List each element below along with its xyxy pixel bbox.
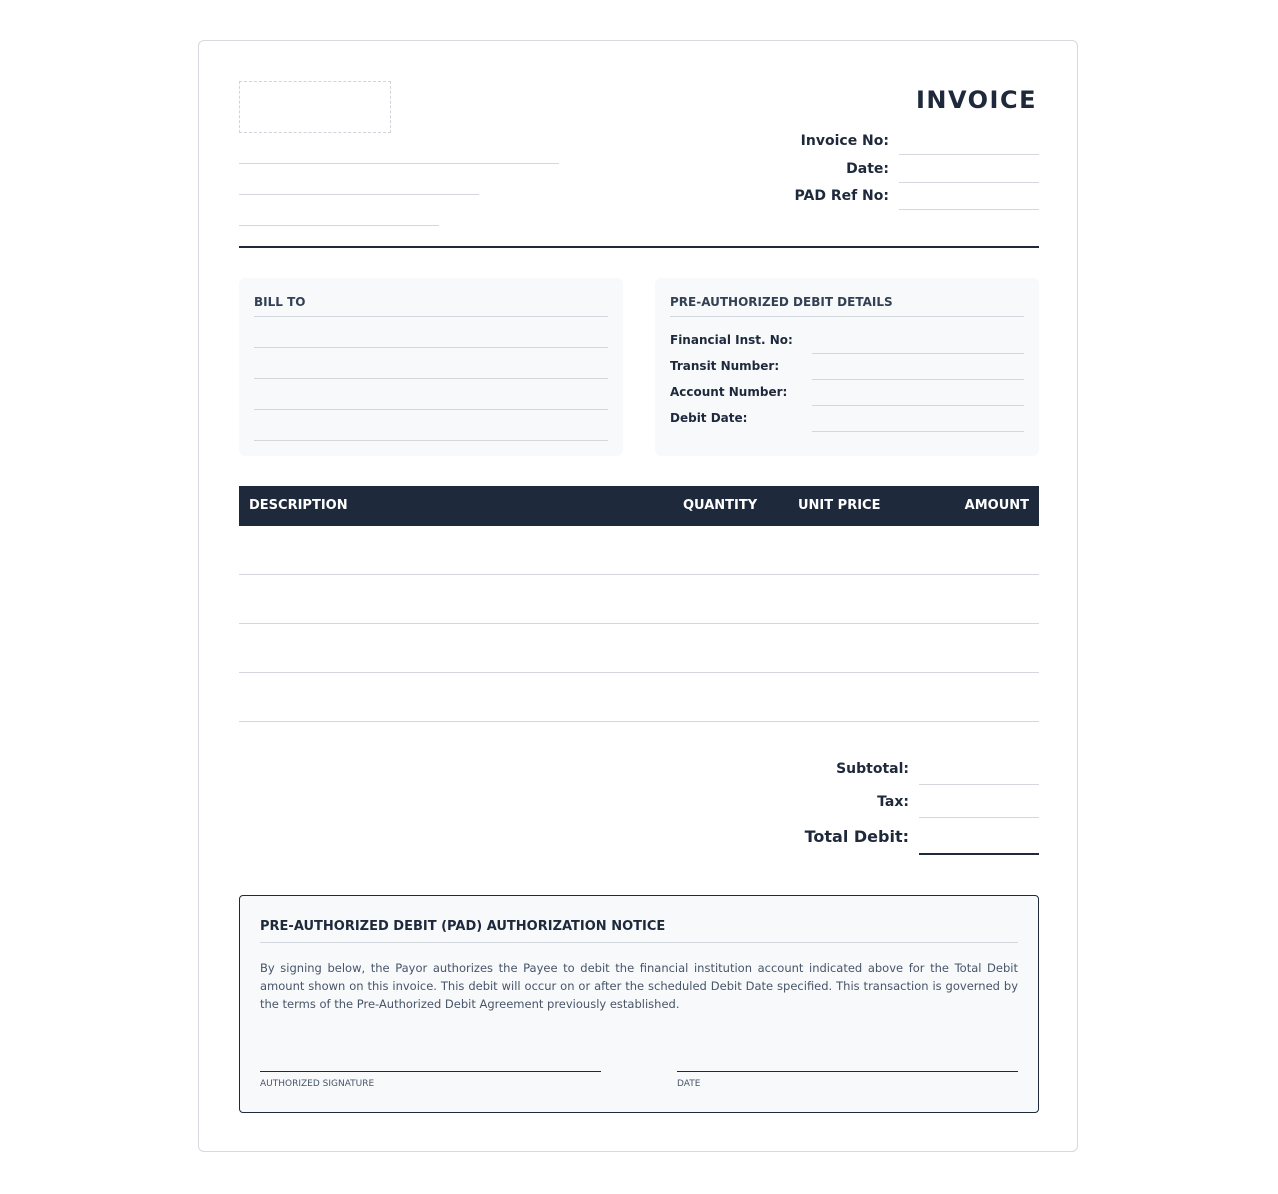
account-label: Account Number: xyxy=(670,385,788,399)
company-contact-line xyxy=(239,225,439,226)
bill-to-line[interactable] xyxy=(254,378,608,379)
table-row[interactable] xyxy=(239,574,1039,575)
account-field[interactable] xyxy=(812,405,1024,406)
tax-label: Tax: xyxy=(877,794,909,810)
bill-to-line[interactable] xyxy=(254,440,608,441)
invoice-page xyxy=(198,40,1078,1152)
column-unit-price: UNIT PRICE xyxy=(798,498,881,513)
bill-to-line[interactable] xyxy=(254,409,608,410)
signature-line[interactable] xyxy=(260,1071,601,1072)
notice-title-rule xyxy=(260,942,1018,943)
header-divider xyxy=(239,246,1039,248)
logo-placeholder xyxy=(239,81,391,133)
transit-field[interactable] xyxy=(812,379,1024,380)
tax-field[interactable] xyxy=(919,817,1039,818)
subtotal-field[interactable] xyxy=(919,784,1039,785)
total-debit-field[interactable] xyxy=(919,853,1039,855)
table-row[interactable] xyxy=(239,672,1039,673)
invoice-title: INVOICE xyxy=(915,86,1037,114)
financial-inst-label: Financial Inst. No: xyxy=(670,333,793,347)
invoice-no-field[interactable] xyxy=(899,154,1039,155)
table-row[interactable] xyxy=(239,623,1039,624)
items-table-header xyxy=(239,486,1039,526)
bill-to-title: BILL TO xyxy=(254,295,306,309)
debit-date-field[interactable] xyxy=(812,431,1024,432)
pad-authorization-notice xyxy=(239,895,1039,1113)
bill-to-title-rule xyxy=(254,316,608,317)
subtotal-label: Subtotal: xyxy=(836,761,909,777)
pad-details-panel xyxy=(655,278,1039,456)
transit-label: Transit Number: xyxy=(670,359,780,373)
company-name-line xyxy=(239,163,559,164)
column-description: DESCRIPTION xyxy=(249,498,348,513)
pad-ref-field[interactable] xyxy=(899,209,1039,210)
column-quantity: QUANTITY xyxy=(683,498,758,513)
date-label: Date: xyxy=(846,161,889,177)
date-field[interactable] xyxy=(899,182,1039,183)
signature-date-label: DATE xyxy=(677,1079,701,1089)
pad-details-title-rule xyxy=(670,316,1024,317)
notice-text: By signing below, the Payor authorizes the Payee to debit the financial institution account indicated above for the Total Debit amount shown on this invoice. This debit will occur on or after the scheduled Debit Date specified. This transaction is governed by the terms of the Pre-Authorized Debit Agreement previously established. xyxy=(260,961,1018,1011)
company-address-line xyxy=(239,194,479,195)
pad-ref-label: PAD Ref No: xyxy=(794,188,889,204)
column-amount: AMOUNT xyxy=(964,498,1029,513)
invoice-no-label: Invoice No: xyxy=(800,133,889,149)
bill-to-line[interactable] xyxy=(254,347,608,348)
total-debit-label: Total Debit: xyxy=(804,827,909,846)
table-row[interactable] xyxy=(239,721,1039,722)
notice-title: PRE-AUTHORIZED DEBIT (PAD) AUTHORIZATION NOTICE xyxy=(260,919,666,934)
signature-date-line[interactable] xyxy=(677,1071,1018,1072)
financial-inst-field[interactable] xyxy=(812,353,1024,354)
bill-to-panel xyxy=(239,278,623,456)
debit-date-label: Debit Date: xyxy=(670,411,748,425)
signature-label: AUTHORIZED SIGNATURE xyxy=(260,1079,375,1089)
pad-details-title: PRE-AUTHORIZED DEBIT DETAILS xyxy=(670,295,893,309)
